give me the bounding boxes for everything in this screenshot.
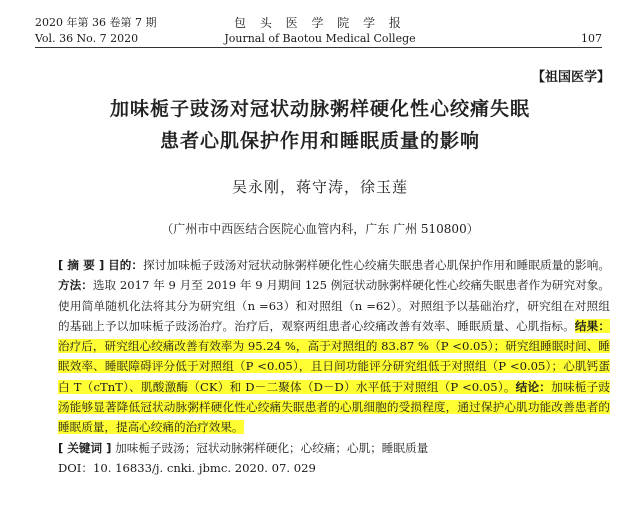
keywords-tag: [ 关键词 ] (58, 440, 112, 455)
conclusion-label: 结论： (515, 379, 552, 394)
paper-title-line-2: 患者心肌保护作用和睡眠质量的影响 (159, 130, 480, 152)
abstract-tag: [ 摘 要 ] (58, 258, 105, 272)
issue-cn: 2020 年第 36 卷第 7 期 (35, 16, 157, 29)
page-number: 107 (581, 32, 602, 45)
journal-header (0, 0, 640, 50)
keywords-line (58, 438, 610, 458)
keywords-text: 加味栀子豉汤；冠状动脉粥样硬化；心绞痛；心肌；睡眠质量 (115, 440, 429, 455)
results-label: 结果： (574, 318, 610, 333)
journal-name-en: Journal of Baotou Medical College (224, 32, 416, 45)
results-highlight (58, 319, 610, 434)
objective-label: 目的： (108, 258, 144, 272)
conclusion-text: 加味栀子豉汤能够显著降低冠状动脉粥样硬化性心绞痛失眠患者的心肌细胞的受损程度，通过保护心肌功能改善患者的睡眠质量，提高心绞痛的治疗效果。 (58, 379, 610, 435)
abstract-paragraph (58, 255, 610, 438)
column-label: 【祖国医学】 (531, 70, 610, 85)
methods-text: 选取 2017 年 9 月至 2019 年 9 月期间 125 例冠状动脉粥样硬化性心绞痛失眠患者作为研究对象。使用简单随机化法将其分为研究组（n =63）和对照组（n =62）。对照组予以基础治疗，研究组在对照组的基础上予以加味栀子豉汤治疗。治疗后，观察两组患者心绞痛改善有效率、睡眠质量、心肌指标。 (58, 278, 610, 333)
header-rule (35, 47, 602, 48)
objective-text: 探讨加味栀子豉汤对冠状动脉粥样硬化性心绞痛失眠患者心肌保护作用和睡眠质量的影响。 (143, 258, 610, 272)
authors: 吴永刚，蒋守涛，徐玉莲 (231, 178, 408, 196)
paper-title-line-1: 加味栀子豉汤对冠状动脉粥样硬化性心绞痛失眠 (109, 98, 530, 120)
abstract-block (58, 255, 610, 478)
journal-name-cn: 包 头 医 学 院 学 报 (234, 16, 406, 30)
methods-label: 方法： (58, 278, 93, 293)
results-text: 治疗后，研究组心绞痛改善有效率为 95.24 %，高于对照组的 83.87 %（P <0.05）；研究组睡眠时间、睡眠效率、睡眠障碍评分低于对照组（P <0.05），且日间功能评分研究组低于对照组（P <0.05）；心肌钙蛋白 T（cTnT）、肌酸激酶（CK）和 D－二聚体（D－D）水平低于对照组（P <0.05）。 (58, 339, 610, 394)
doi-line: DOI：10. 16833/j. cnki. jbmc. 2020. 07. 029 (58, 460, 316, 475)
issue-en: Vol. 36 No. 7 2020 (35, 32, 139, 45)
affiliation: （广州市中西医结合医院心血管内科，广东 广州 510800） (161, 222, 479, 236)
